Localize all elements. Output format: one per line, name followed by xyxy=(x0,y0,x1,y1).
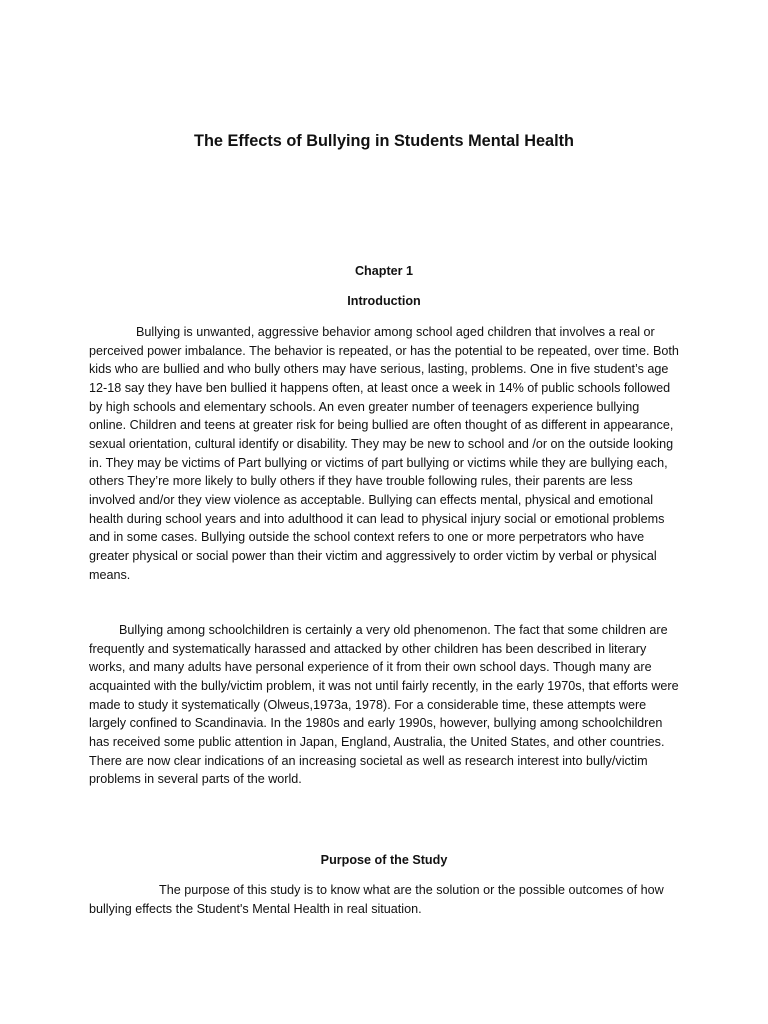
introduction-heading: Introduction xyxy=(347,294,421,308)
purpose-heading: Purpose of the Study xyxy=(320,853,448,867)
document-title: The Effects of Bullying in Students Mental Health xyxy=(194,132,574,150)
chapter-label: Chapter 1 xyxy=(354,264,414,278)
introduction-paragraph-1: Bullying is unwanted, aggressive behavior among school aged children that involves a real or perceived power imbalance. The behavior is repeated, or has the potential to be repeated, over time. Both kids who are bullied and who bully others may have serious, lasting, problems. One in five student’s age 12-18 say they have ben bullied it happens often, at least once a week in 14% of public schools followed by high schools and elementary schools. An even greater number of teenagers experience bullying online. Children and teens at greater risk for being bullied are often thought of as different in appearance, sexual orientation, cultural identify or disability. They may be new to school and /or on the outside looking in. They may be victims of Part bullying or victims of part bullying or victims while they are bullying each, others They’re more likely to bully others if they have trouble following rules, their parents are less involved and/or they view violence as acceptable. Bullying can effects mental, physical and emotional health during school years and into adulthood it can lead to physical injury social or emotional problems and in some cases. Bullying outside the school context refers to one or more perpetrators who have greater physical or social power than their victim and aggressively to order victim by verbal or physical means. xyxy=(89,325,679,582)
purpose-paragraph: The purpose of this study is to know what are the solution or the possible outcomes of how bullying effects the Student's Mental Health in real situation. xyxy=(89,883,664,916)
introduction-paragraph-2: Bullying among schoolchildren is certainly a very old phenomenon. The fact that some children are frequently and systematically harassed and attacked by other children has been described in literary works, and many adults have personal experience of it from their own school days. Though many are acquainted with the bully/victim problem, it was not until fairly recently, in the early 1970s, that efforts were made to study it systematically (Olweus,1973a, 1978). For a considerable time, these attempts were largely confined to Scandinavia. In the 1980s and early 1990s, however, bullying among schoolchildren has received some public attention in Japan, England, Australia, the United States, and other countries. There are now clear indications of an increasing societal as well as research interest into bully/victim problems in several parts of the world. xyxy=(89,623,679,787)
